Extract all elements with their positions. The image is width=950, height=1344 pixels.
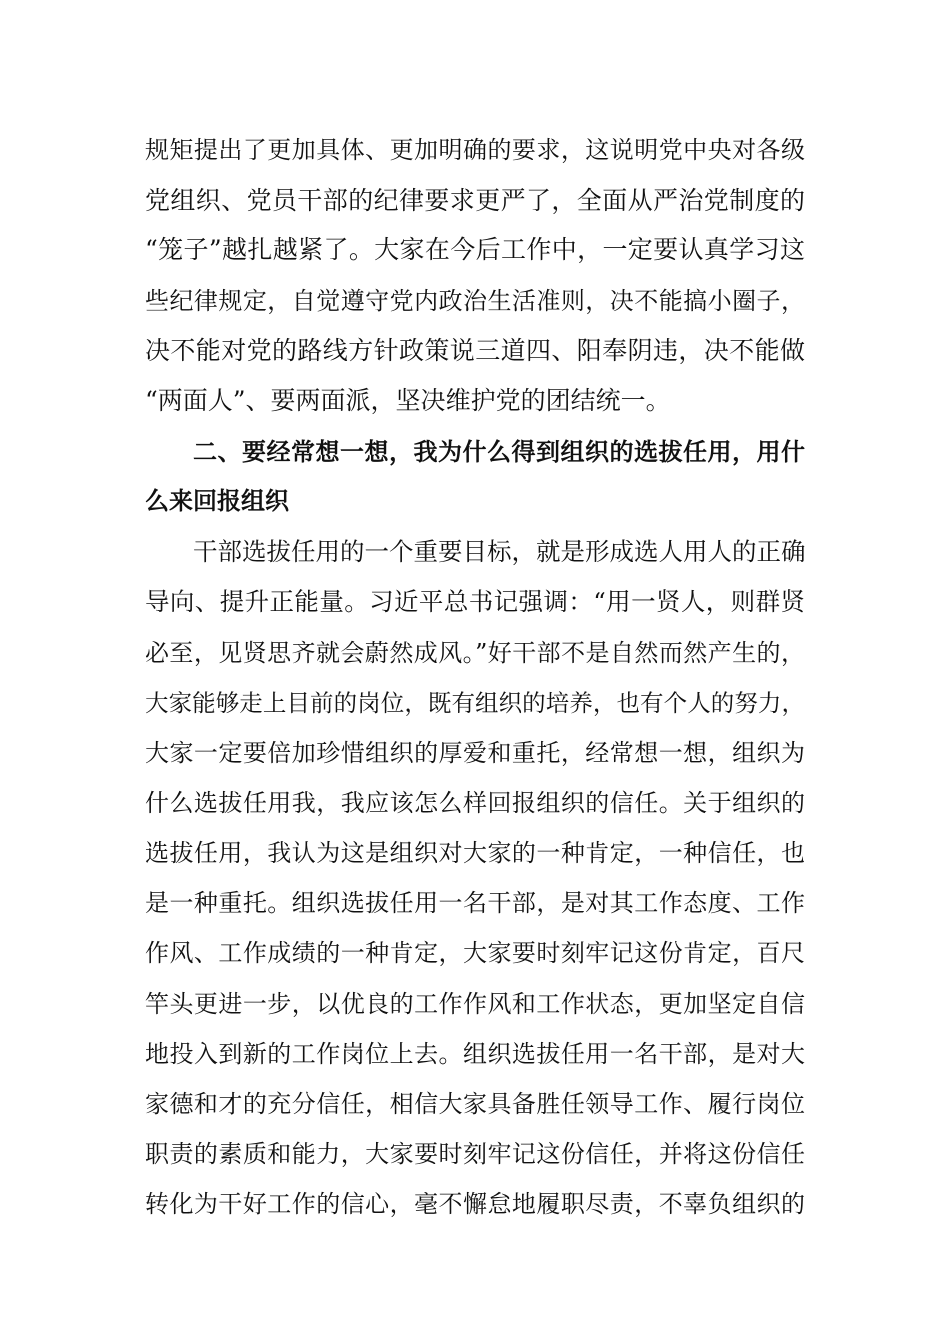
body-text-line: 竿头更进一步，以优良的工作作风和工作状态，更加坚定自信 bbox=[145, 990, 805, 1018]
body-text-line: 什么选拔任用我，我应该怎么样回报组织的信任。关于组织的 bbox=[145, 789, 805, 817]
body-text-line: “两面人”、要两面派，坚决维护党的团结统一。 bbox=[145, 386, 671, 415]
body-text-line: 大家能够走上目前的岗位，既有组织的培养，也有个人的努力， bbox=[145, 689, 805, 717]
body-text-line: 职责的素质和能力，大家要时刻牢记这份信任，并将这份信任 bbox=[145, 1140, 805, 1168]
body-text-line: 必至，见贤思齐就会蔚然成风。”好干部不是自然而然产生的， bbox=[145, 639, 805, 667]
section-heading: 二、要经常想一想，我为什么得到组织的选拔任用，用什 bbox=[193, 438, 805, 466]
body-text-line: 作风、工作成绩的一种肯定，大家要时刻牢记这份肯定，百尺 bbox=[145, 939, 805, 967]
section-heading-continuation: 么来回报组织 bbox=[145, 487, 289, 515]
body-text-line: “笼子”越扎越紧了。大家在今后工作中，一定要认真学习这 bbox=[145, 235, 805, 264]
body-text-line: 大家一定要倍加珍惜组织的厚爱和重托，经常想一想，组织为 bbox=[145, 739, 805, 767]
body-text-line: 些纪律规定，自觉遵守党内政治生活准则，决不能搞小圈子， bbox=[145, 287, 805, 315]
body-text-line: 党组织、党员干部的纪律要求更严了，全面从严治党制度的 bbox=[145, 186, 805, 215]
paragraph-first-line: 干部选拔任用的一个重要目标，就是形成选人用人的正确 bbox=[193, 537, 806, 566]
body-text-line: 选拔任用，我认为这是组织对大家的一种肯定，一种信任，也 bbox=[145, 839, 805, 867]
body-text-line: 导向、提升正能量。习近平总书记强调：“用一贤人，则群贤 bbox=[145, 587, 805, 616]
body-text-line: 决不能对党的路线方针政策说三道四、阳奉阴违，决不能做 bbox=[145, 336, 805, 365]
body-text-line: 规矩提出了更加具体、更加明确的要求，这说明党中央对各级 bbox=[145, 136, 805, 164]
body-text-line: 转化为干好工作的信心，毫不懈怠地履职尽责，不辜负组织的 bbox=[145, 1190, 805, 1218]
body-text-line: 地投入到新的工作岗位上去。组织选拔任用一名干部，是对大 bbox=[145, 1040, 805, 1068]
body-text-line: 是一种重托。组织选拔任用一名干部，是对其工作态度、工作 bbox=[145, 889, 805, 917]
body-text-line: 家德和才的充分信任，相信大家具备胜任领导工作、履行岗位 bbox=[145, 1090, 805, 1118]
